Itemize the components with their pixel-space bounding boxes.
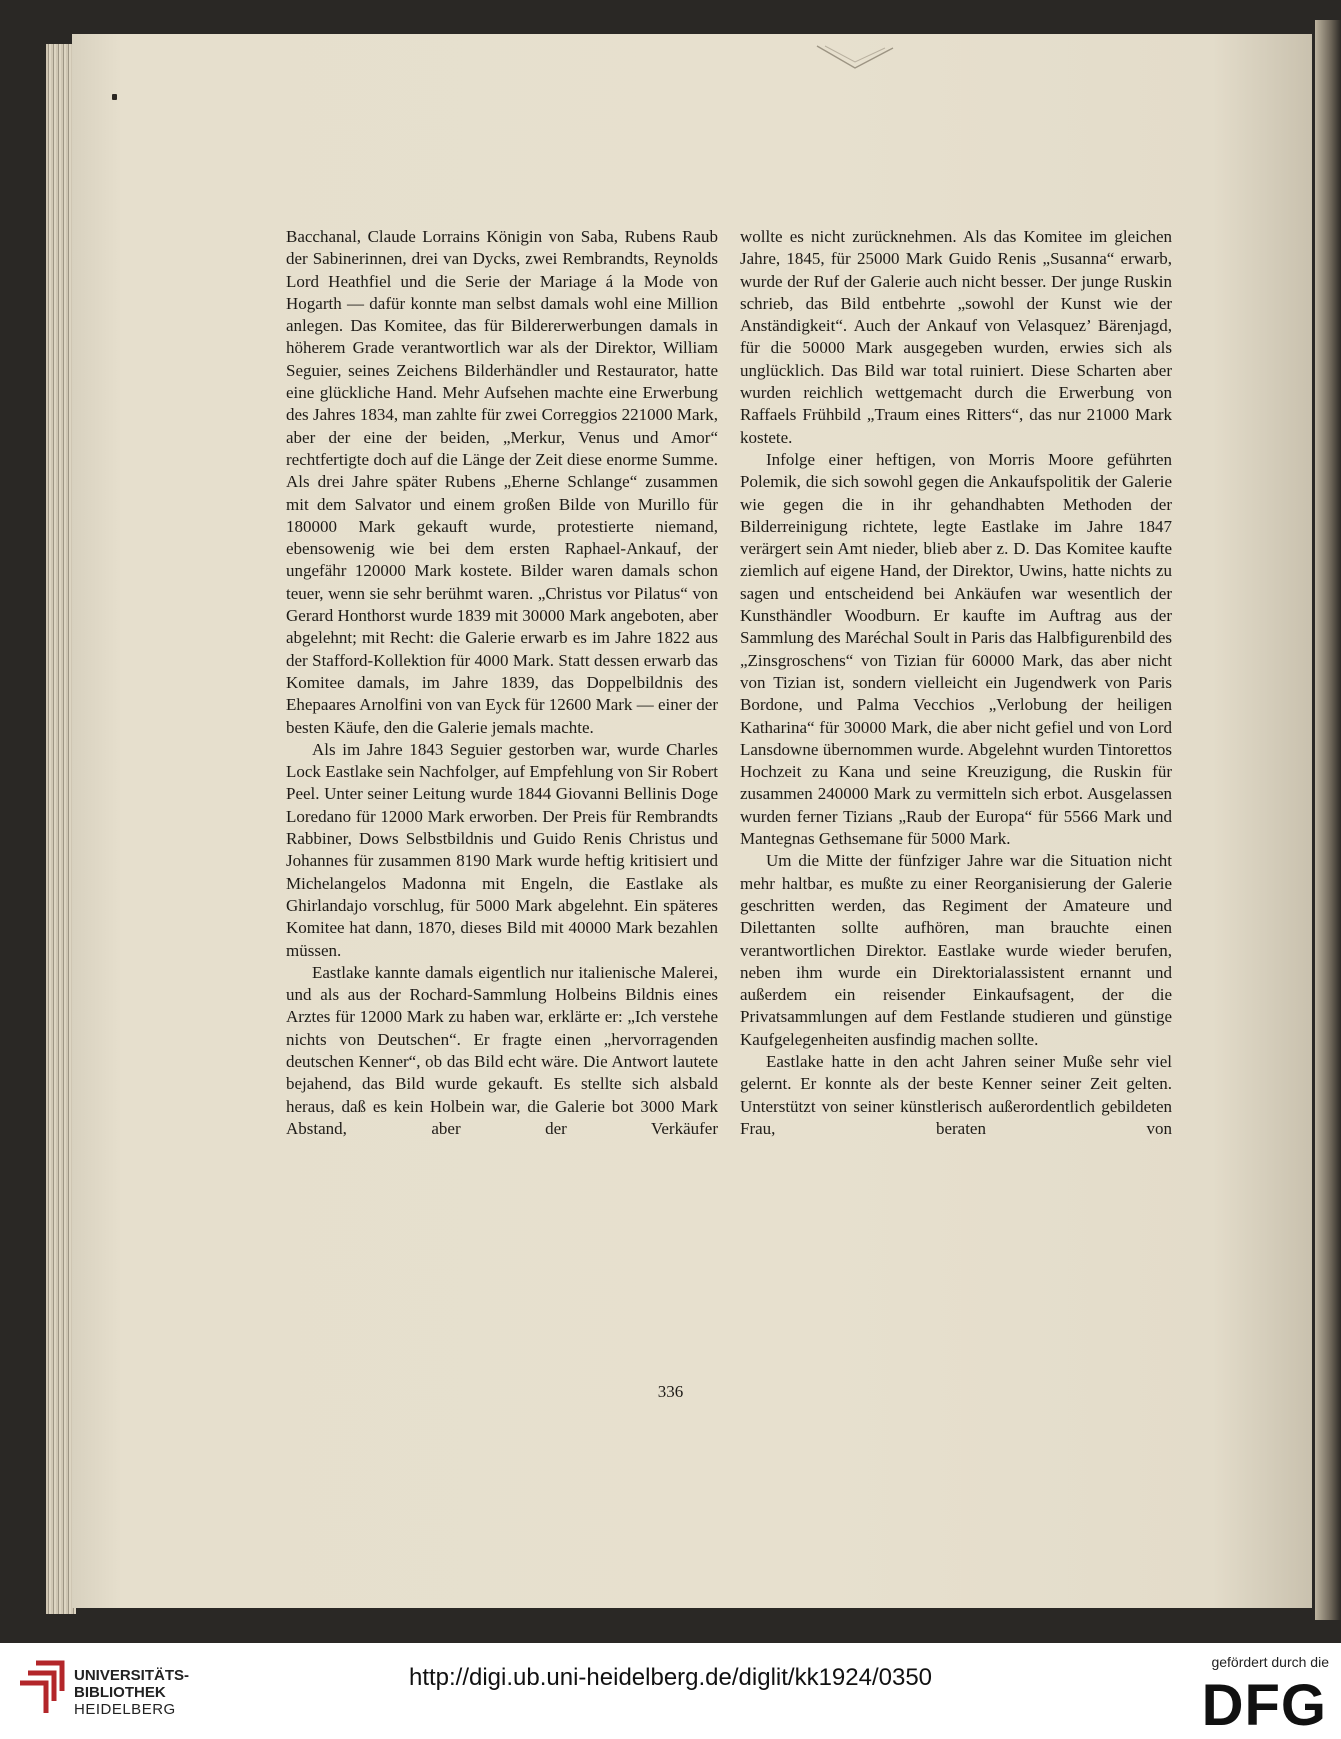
page-number: 336: [657, 1382, 684, 1401]
paragraph: Bacchanal, Claude Lorrains Königin von Saba, Rubens Raub der Sabinerinnen, drei van Dycks, zwei Rembrandts, Reynolds Lord Heathfiel und die Serie der Mariage á la Mode von Hogarth — dafür konnte man selbst damals wohl eine Million anlegen. Das Komitee, das für Bildererwerbungen damals in höherem Grade verantwortlich war als der Direktor, William Seguier, seines Zeichens Bilderhändler und Restaurator, hatte eine glückliche Hand. Mehr Aufsehen machte eine Erwerbung des Jahres 1834, man zahlte für zwei Correggios 221000 Mark, aber der eine der beiden, „Merkur, Venus und Amor“ rechtfertigte doch auf die Länge der Zeit diese enorme Summe. Als drei Jahre später Rubens „Eherne Schlange“ zusammen mit dem Salvator und einem großen Bilde von Murillo für 180000 Mark gekauft wurde, protestierte niemand, ebensowenig wie bei dem ersten Raphael-Ankauf, der ungefähr 120000 Mark kostete. Bilder waren damals schon teuer, wenn sie sehr berühmt waren. „Christus vor Pilatus“ von Gerard Honthorst wurde 1839 mit 30000 Mark angeboten, aber abgelehnt; mit Recht: die Galerie erwarb es im Jahre 1822 aus der Stafford-Kollektion für 4000 Mark. Statt dessen erwarb das Komitee damals, im Jahre 1839, das Doppelbildnis des Ehepaares Arnolfini von van Eyck für 12600 Mark — einer der besten Käufe, den die Galerie jemals machte.: [286, 227, 718, 737]
paragraph: Um die Mitte der fünfziger Jahre war die Situation nicht mehr haltbar, es mußte zu einer Reorganisierung der Galerie geschritten werden, das Regiment der Amateure und Dilettanten sollte aufhören, man brauchte einen verantwortlichen Direktor. Eastlake wurde wieder berufen, neben ihm wurde ein Direktorialassistent ernannt und außerdem ein reisender Einkaufsagent, der die Privatsammlungen auf dem Festlande studieren und günstige Kaufgelegenheiten ausfindig machen sollte.: [740, 851, 1172, 1049]
dfg-logo: DFG: [1201, 1673, 1327, 1738]
logo-line-1: UNIVERSITÄTS-: [74, 1667, 190, 1684]
right-text-column: [740, 226, 1172, 1140]
paragraph: Infolge einer heftigen, von Morris Moore geführten Polemik, die sich sowohl gegen die Ankaufspolitik der Galerie wie gegen die in ihr gehandhabten Methoden der Bilderreinigung richtete, legte Eastlake im Jahre 1847 verärgert sein Amt nieder, blieb aber z. D. Das Komitee kaufte ziemlich auf eigene Hand, der Direktor, Uwins, hatte nichts zu sagen und entscheidend bei Ankäufen war wesentlich der Kunsthändler Woodburn. Er kaufte im Auftrag aus der Sammlung des Maréchal Soult in Paris das Halbfigurenbild des „Zinsgroschens“ von Tizian für 60000 Mark, das aber nicht von Tizian ist, sondern vielleicht ein Jugendwerk von Paris Bordone, und Palma Vecchios „Verlobung der heiligen Katharina“ für 30000 Mark, die aber nicht gefiel und von Lord Lansdowne übernommen wurde. Abgelehnt wurden Tintorettos Hochzeit zu Kana und seine Kreuzigung, die Ruskin für zusammen 240000 Mark zu vermitteln sich erbot. Ausgelassen wurden ferner Tizians „Raub der Europa“ für 5566 Mark und Mantegnas Gethsemane für 5000 Mark.: [740, 449, 1172, 849]
ink-speck: [112, 94, 117, 100]
paragraph: Eastlake hatte in den acht Jahren seiner Muße sehr viel gelernt. Er konnte als der beste Kenner seiner Zeit gelten. Unterstützt von seiner künstlerisch außerordentlich gebildeten Frau, beraten von: [740, 1051, 1172, 1138]
paragraph: wollte es nicht zurücknehmen. Als das Komitee im gleichen Jahre, 1845, für 25000 Mark Guido Renis „Susanna“ erwarb, wurde der Ruf der Galerie auch nicht besser. Der junge Ruskin schrieb, das Bild entbehrte „sowohl der Kunst wie der Anständigkeit“. Auch der Ankauf von Velasquez’ Bärenjagd, für die 50000 Mark ausgegeben wurden, erwies sich als unglücklich. Das Bild war total ruiniert. Diese Scharten aber wurden reichlich wettgemacht durch die Erwerbung von Raffaels Frühbild „Traum eines Ritters“, das nur 21000 Mark kostete.: [740, 227, 1172, 447]
logo-line-2: BIBLIOTHEK: [74, 1684, 166, 1701]
paragraph: Eastlake kannte damals eigentlich nur italienische Malerei, und als aus der Rochard-Sammlung Holbeins Bildnis eines Arztes für 12000 Mark zu haben war, erklärte er: „Ich verstehe nichts von Deutschen“. Er fragte einen „hervorragenden deutschen Kenner“, ob das Bild echt wäre. Die Antwort lautete bejahend, das Bild wurde gekauft. Es stellte sich alsbald heraus, daß es kein Holbein war, die Galerie bot 3000 Mark Abstand, aber der Verkäufer: [286, 962, 718, 1138]
page-fold-mark: [815, 44, 895, 70]
left-text-column: [286, 226, 718, 1140]
funding-caption: gefördert durch die: [1211, 1654, 1329, 1670]
paragraph: Als im Jahre 1843 Seguier gestorben war, wurde Charles Lock Eastlake sein Nachfolger, auf Empfehlung von Sir Robert Peel. Unter seiner Leitung wurde 1844 Giovanni Bellinis Doge Loredano für 12000 Mark erworben. Der Preis für Rembrandts Rabbiner, Dows Selbstbildnis und Guido Renis Christus und Johannes für zusammen 8190 Mark wurde heftig kritisiert und Michelangelos Madonna mit Engeln, die Eastlake als Ghirlandajo vorschlug, für 5000 Mark abgelehnt. Ein späteres Komitee hat dann, 1870, dieses Bild mit 40000 Mark bezahlen müssen.: [286, 739, 718, 960]
permalink-url[interactable]: http://digi.ub.uni-heidelberg.de/diglit/kk1924/0350: [408, 1664, 933, 1691]
book-spine: [1315, 20, 1341, 1620]
logo-line-3: HEIDELBERG: [74, 1701, 176, 1718]
